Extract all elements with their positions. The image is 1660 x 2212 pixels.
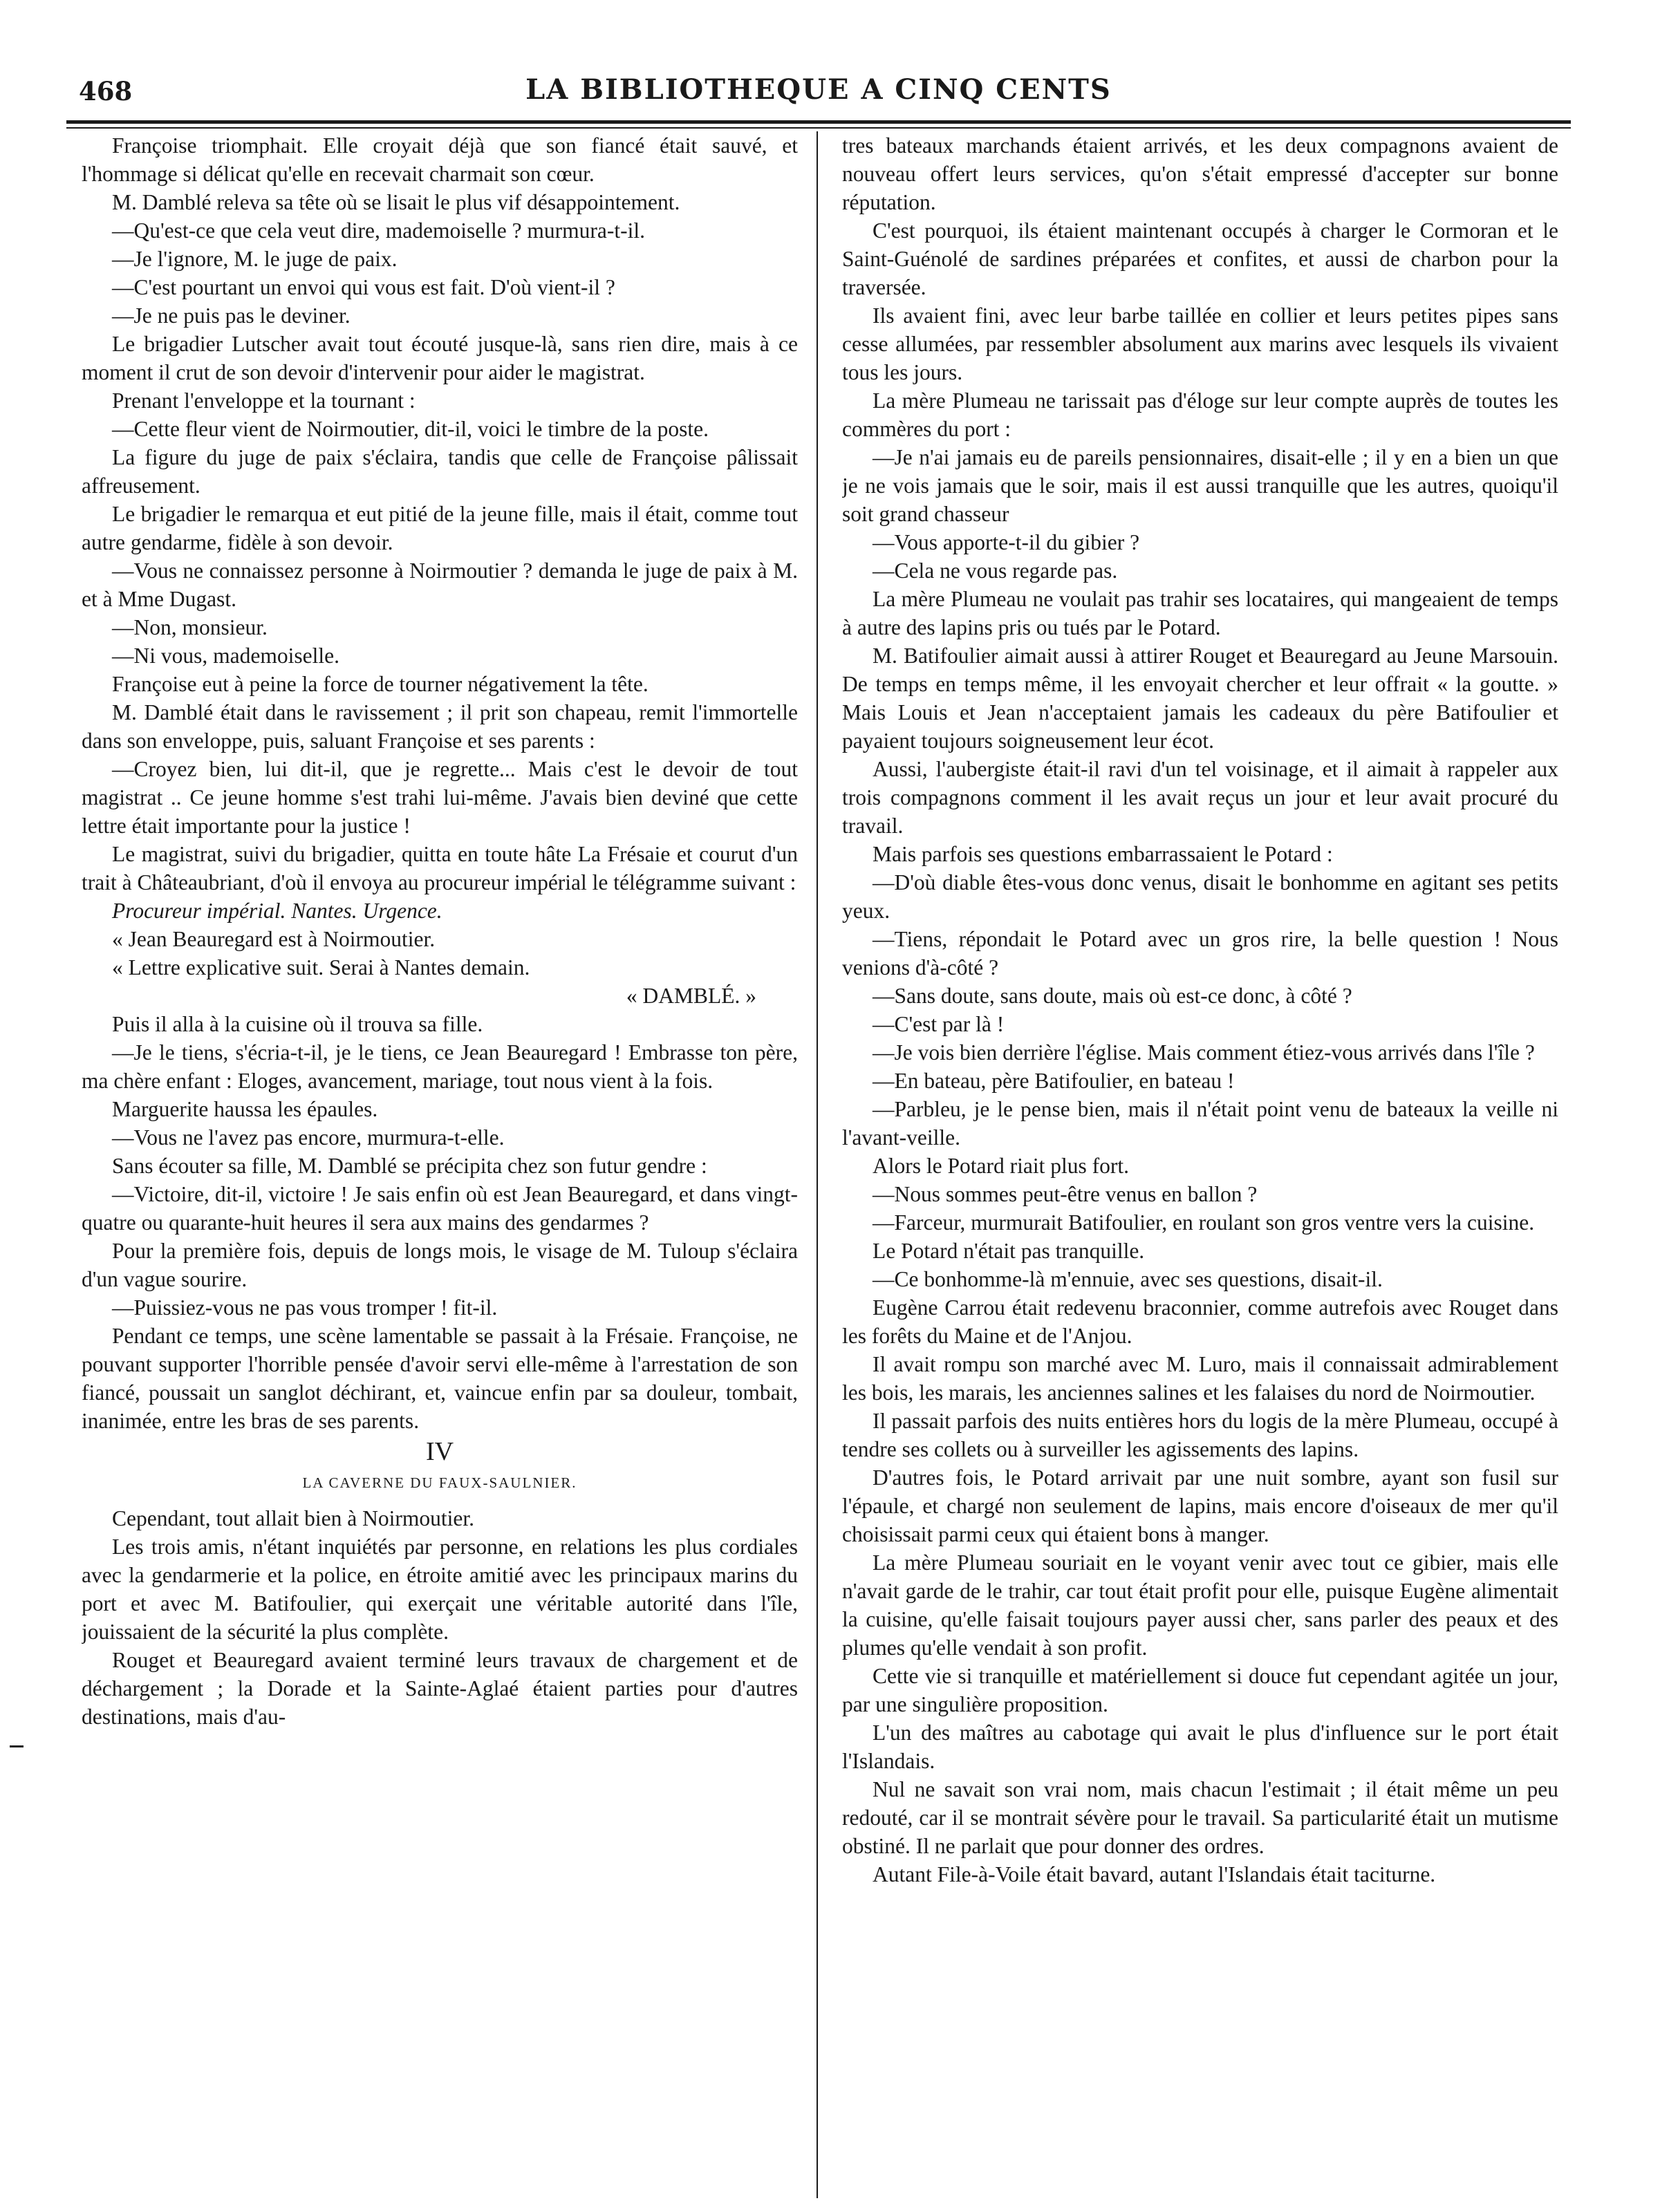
paragraph: La mère Plumeau ne voulait pas trahir ses locataires, qui mangeaient de temps à autre des lapins pris ou tués par le Potard. [842,587,1558,639]
paragraph: —Je vois bien derrière l'église. Mais comment étiez-vous arrivés dans l'île ? [873,1040,1535,1065]
telegram-heading: Procureur impérial. Nantes. Urgence. [112,899,442,923]
paragraph: Autant File-à-Voile était bavard, autant l'Islandais était taciturne. [873,1862,1436,1886]
paragraph: Rouget et Beauregard avaient terminé leurs travaux de chargement et de déchargement ; la Dorade et la Sainte-Aglaé étaient parties pour d'autres destinations, mais d'au- [82,1648,798,1729]
paragraph: D'autres fois, le Potard arrivait par une nuit sombre, ayant son fusil sur l'épaule, et chargé non seulement de lapins, mais encore d'oiseaux de mer qu'il choisissait parmi ceux qui étaient bons à manger. [842,1465,1558,1546]
paragraph: —Ni vous, mademoiselle. [112,644,339,668]
paragraph: Pendant ce temps, une scène lamentable se passait à la Frésaie. Françoise, ne pouvant supporter l'horrible pensée d'avoir servi elle-même à l'arrestation de son fiancé, poussait un sanglot déchirant, et, vaincue enfin par sa douleur, tombait, inanimée, entre les bras de ses parents. [82,1324,798,1433]
telegram-line: « Jean Beauregard est à Noirmoutier. [112,927,436,951]
right-column [842,131,1558,2198]
paragraph: —En bateau, père Batifoulier, en bateau ! [873,1069,1235,1093]
paragraph: M. Damblé était dans le ravissement ; il prit son chapeau, remit l'immortelle dans son enveloppe, puis, saluant Françoise et ses parents : [82,700,798,753]
paragraph: —Parbleu, je le pense bien, mais il n'était point venu de bateaux la veille ni l'avant-veille. [842,1097,1558,1150]
paragraph: Françoise eut à peine la force de tourner négativement la tête. [112,672,649,696]
paragraph: Il avait rompu son marché avec M. Luro, mais il connaissait admirablement les bois, les marais, les anciennes salines et les falaises du nord de Noirmoutier. [842,1352,1558,1405]
paragraph: M. Damblé releva sa tête où se lisait le plus vif désappointement. [112,190,680,214]
paragraph: Le magistrat, suivi du brigadier, quitta en toute hâte La Frésaie et courut d'un trait à Châteaubriant, d'où il envoya au procureur impérial le télégramme suivant : [82,842,798,894]
paragraph: Le brigadier Lutscher avait tout écouté jusque-là, sans rien dire, mais à ce moment il crut de son devoir d'intervenir pour aider le magistrat. [82,332,798,384]
paragraph: Il passait parfois des nuits entières hors du logis de la mère Plumeau, occupé à tendre ses collets ou à surveiller les agissements des lapins. [842,1409,1558,1461]
header-rule-thin [66,127,1571,129]
paragraph: Sans écouter sa fille, M. Damblé se précipita chez son futur gendre : [112,1154,707,1178]
paragraph: —C'est par là ! [873,1012,1005,1036]
paragraph: Mais parfois ses questions embarrassaient le Potard : [873,842,1333,866]
paragraph: La mère Plumeau souriait en le voyant venir avec tout ce gibier, mais elle n'avait garde de le trahir, car tout était profit pour elle, puisque Eugène alimentait la cuisine, qu'elle faisait toujours payer aussi cher, sans parler des peaux et des plumes qu'elle vendait à son profit. [842,1550,1558,1660]
paragraph: —C'est pourtant un envoi qui vous est fait. D'où vient-il ? [112,275,615,299]
paragraph: —Je l'ignore, M. le juge de paix. [112,247,398,271]
column-divider [817,131,818,2198]
page-number: 468 [79,76,133,106]
paragraph: Pour la première fois, depuis de longs mois, le visage de M. Tuloup s'éclaira d'un vague sourire. [82,1239,798,1291]
paragraph: —Je ne puis pas le deviner. [112,303,351,328]
running-title: LA BIBLIOTHEQUE A CINQ CENTS [525,73,1112,106]
paragraph: La mère Plumeau ne tarissait pas d'éloge sur leur compte auprès de toutes les commères du port : [842,388,1558,441]
paragraph: —Ce bonhomme-là m'ennuie, avec ses questions, disait-il. [873,1267,1383,1291]
paragraph: —Nous sommes peut-être venus en ballon ? [873,1182,1258,1206]
margin-mark [10,1745,24,1747]
paragraph: Prenant l'enveloppe et la tournant : [112,388,416,413]
chapter-title: LA CAVERNE DU FAUX-SAULNIER. [302,1474,577,1491]
paragraph: —Victoire, dit-il, victoire ! Je sais enfin où est Jean Beauregard, et dans vingt-quatre ou quarante-huit heures il sera aux mains des gendarmes ? [82,1182,798,1235]
paragraph: —Vous apporte-t-il du gibier ? [873,530,1140,554]
paragraph: Cette vie si tranquille et matériellement si douce fut cependant agitée un jour, par une singulière proposition. [842,1664,1558,1716]
paragraph: Puis il alla à la cuisine où il trouva sa fille. [112,1012,483,1036]
paragraph: —Je le tiens, s'écria-t-il, je le tiens, ce Jean Beauregard ! Embrasse ton père, ma chère enfant : Eloges, avancement, mariage, tout nous vient à la fois. [82,1040,798,1093]
chapter-number: IV [425,1437,454,1466]
paragraph: —D'où diable êtes-vous donc venus, disait le bonhomme en agitant ses petits yeux. [842,870,1558,923]
paragraph: Alors le Potard riait plus fort. [873,1154,1129,1178]
paragraph: La figure du juge de paix s'éclaira, tandis que celle de Françoise pâlissait affreusement. [82,445,798,498]
paragraph: Nul ne savait son vrai nom, mais chacun l'estimait ; il était même un peu redouté, car il se montrait sévère pour le travail. Sa particularité était un mutisme obstiné. Il ne parlait que pour donner des ordres. [842,1777,1558,1858]
paragraph: —Cette fleur vient de Noirmoutier, dit-il, voici le timbre de la poste. [112,417,709,441]
paragraph: Le Potard n'était pas tranquille. [873,1239,1145,1263]
paragraph: Françoise triomphait. Elle croyait déjà que son fiancé était sauvé, et l'hommage si délicat qu'elle en recevait charmait son cœur. [82,133,798,186]
paragraph: Eugène Carrou était redevenu braconnier, comme autrefois avec Rouget dans les forêts du Maine et de l'Anjou. [842,1295,1558,1348]
paragraph: Les trois amis, n'étant inquiétés par personne, en relations les plus cordiales avec la gendarmerie et la police, en étroite amitié avec les principaux marins du port et avec M. Batifoulier, qui exerçait une véritable autorité dans l'île, jouissaient de la sécurité la plus complète. [82,1535,798,1644]
paragraph: —Qu'est-ce que cela veut dire, mademoiselle ? murmura-t-il. [112,218,645,243]
paragraph: —Cela ne vous regarde pas. [873,559,1118,583]
paragraph: Ils avaient fini, avec leur barbe taillée en collier et leurs petites pipes sans cesse allumées, par ressembler absolument aux marins avec lesquels ils vivaient tous les jours. [842,303,1558,384]
paragraph: Aussi, l'aubergiste était-il ravi d'un tel voisinage, et il aimait à rappeler aux trois compagnons comment il les avait reçus un jour et leur avait procuré du travail. [842,757,1558,838]
paragraph: —Vous ne l'avez pas encore, murmura-t-elle. [112,1125,505,1150]
paragraph: —Vous ne connaissez personne à Noirmoutier ? demanda le juge de paix à M. et à Mme Dugast. [82,559,798,611]
paragraph: —Farceur, murmurait Batifoulier, en roulant son gros ventre vers la cuisine. [873,1210,1535,1235]
paragraph: —Sans doute, sans doute, mais où est-ce donc, à côté ? [873,984,1352,1008]
paragraph: C'est pourquoi, ils étaient maintenant occupés à charger le Cormoran et le Saint-Guénolé de sardines préparées et confites, et aussi de charbon pour la traversée. [842,218,1558,299]
header-rule [66,120,1571,124]
left-column [82,131,798,2198]
paragraph: Le brigadier le remarqua et eut pitié de la jeune fille, mais il était, comme tout autre gendarme, fidèle à son devoir. [82,502,798,554]
paragraph: Cependant, tout allait bien à Noirmoutier. [112,1506,474,1530]
telegram-line: « Lettre explicative suit. Serai à Nantes demain. [112,955,530,980]
paragraph: —Non, monsieur. [112,615,268,639]
paragraph: L'un des maîtres au cabotage qui avait le plus d'influence sur le port était l'Islandais. [842,1721,1558,1773]
page-header [66,68,1571,113]
paragraph: —Croyez bien, lui dit-il, que je regrette... Mais c'est le devoir de tout magistrat .. Ce jeune homme s'est trahi lui-même. J'avais bien deviné que cette lettre était importante pour la justice ! [82,757,798,838]
telegram-signature: « DAMBLÉ. » [626,984,756,1008]
paragraph: —Tiens, répondait le Potard avec un gros rire, la belle question ! Nous venions d'à-côté ? [842,927,1558,980]
paragraph: tres bateaux marchands étaient arrivés, et les deux compagnons avaient de nouveau offert leurs services, qu'on s'était empressé d'accepter sur bonne réputation. [842,133,1558,214]
paragraph: —Puissiez-vous ne pas vous tromper ! fit-il. [112,1295,498,1320]
paragraph: Marguerite haussa les épaules. [112,1097,378,1121]
paragraph: —Je n'ai jamais eu de pareils pensionnaires, disait-elle ; il y en a bien un que je ne vois jamais que le soir, mais il est aussi tranquille que les autres, quoiqu'il soit grand chasseur [842,445,1558,526]
paragraph: M. Batifoulier aimait aussi à attirer Rouget et Beauregard au Jeune Marsouin. De temps en temps même, il les envoyait chercher et leur offrait « la goutte. » Mais Louis et Jean n'acceptaient jamais les cadeaux du père Batifoulier et payaient toujours soigneusement leur écot. [842,644,1558,753]
